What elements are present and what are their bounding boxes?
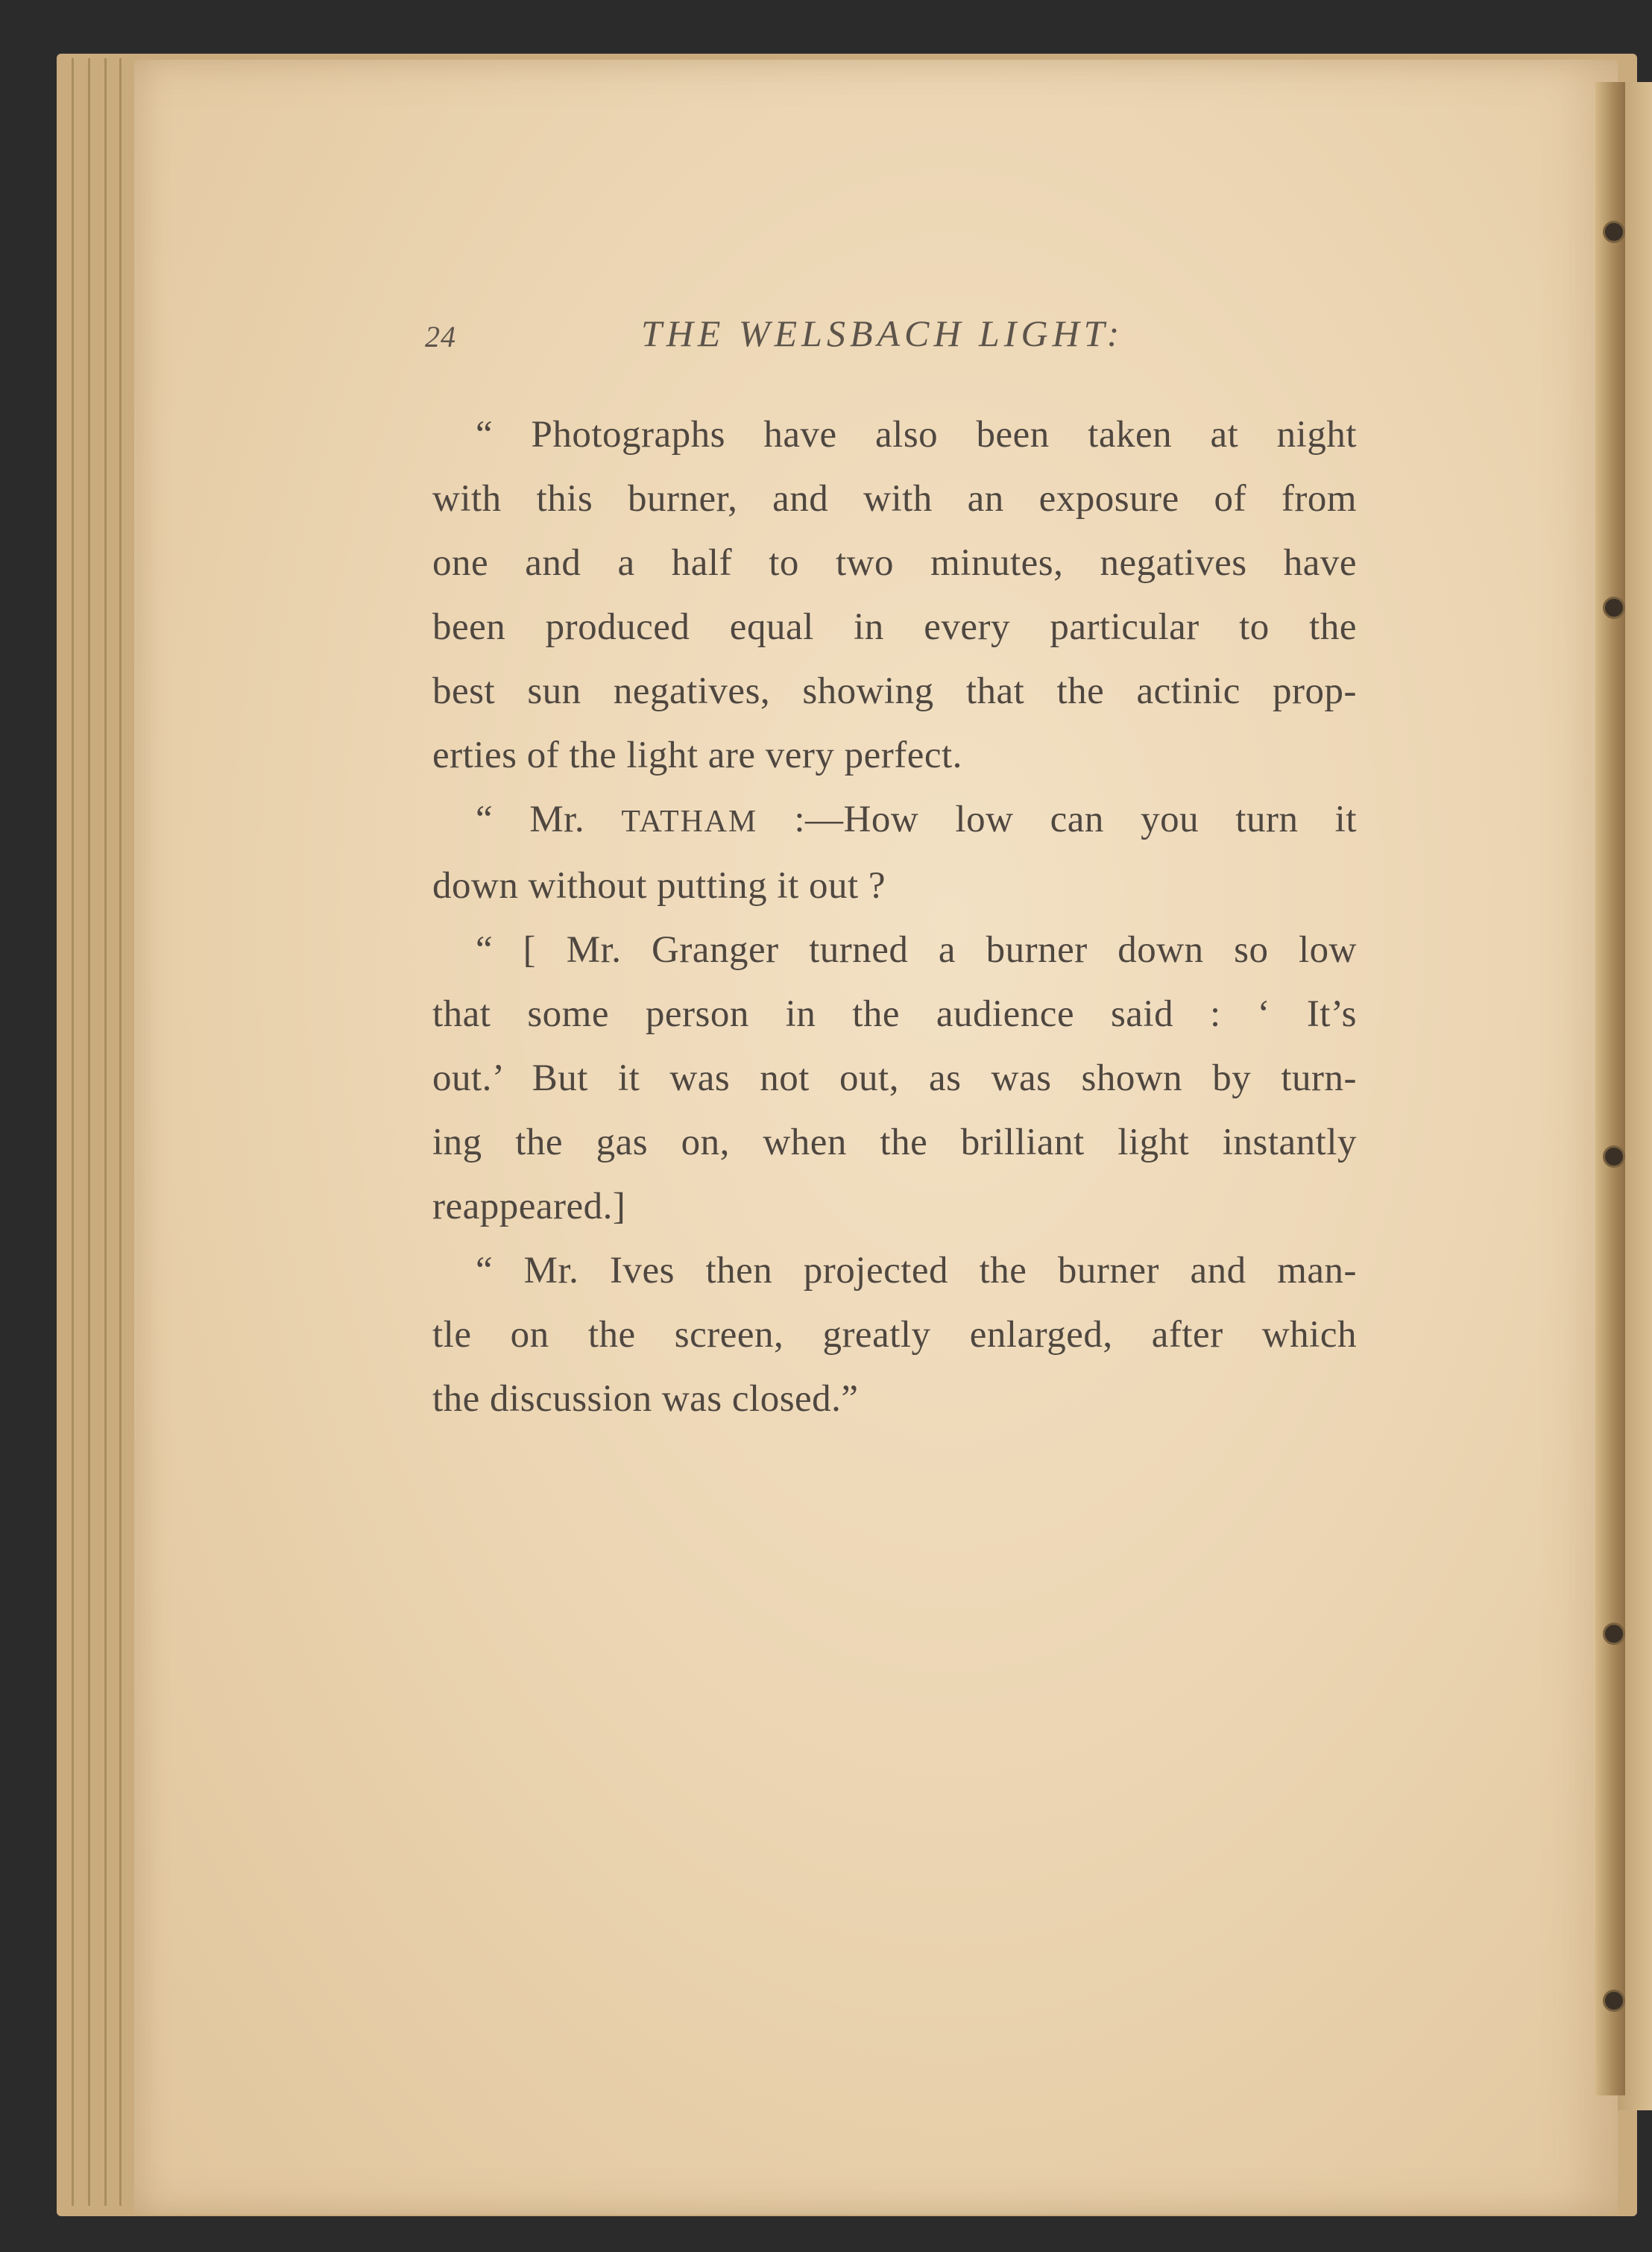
body-text xyxy=(432,403,1357,1431)
page-edge-line xyxy=(72,58,74,2206)
page-number: 24 xyxy=(425,320,456,353)
binding-stitch-icon xyxy=(1603,221,1625,243)
binding-stitch-icon xyxy=(1603,597,1625,619)
paragraph-photographs xyxy=(432,403,1357,787)
speaker-name: TATHAM xyxy=(621,805,758,839)
book-gutter xyxy=(1595,82,1625,2095)
running-header xyxy=(425,312,1506,364)
text-line xyxy=(432,787,1357,854)
text-line: “ Mr. Ives then projected the burner and man- xyxy=(476,1250,1357,1292)
paragraph-granger xyxy=(432,918,1357,1239)
paragraph-tatham xyxy=(432,787,1357,918)
page-edge-line xyxy=(88,58,90,2206)
text-line: reappeared.] xyxy=(432,1186,626,1227)
binding-stitch-icon xyxy=(1603,1145,1625,1168)
running-title: THE WELSBACH LIGHT: xyxy=(641,312,1124,354)
page-edge-line xyxy=(104,58,107,2206)
text-line: the discussion was closed.” xyxy=(432,1378,859,1420)
binding-stitch-icon xyxy=(1603,1990,1625,2012)
text-line: “ Photographs have also been taken at night xyxy=(476,414,1357,456)
text-line: ing the gas on, when the brilliant light instantly xyxy=(432,1122,1357,1163)
text-line: down without putting it out ? xyxy=(432,865,886,907)
text-line: tle on the screen, greatly enlarged, after which xyxy=(432,1314,1357,1356)
text-line: been produced equal in every particular to the xyxy=(432,606,1357,648)
paragraph-ives xyxy=(432,1239,1357,1431)
binding-stitch-icon xyxy=(1603,1623,1625,1645)
text-line: best sun negatives, showing that the actinic prop- xyxy=(432,670,1357,712)
text-line: one and a half to two minutes, negatives have xyxy=(432,542,1357,584)
text-line: with this burner, and with an exposure of from xyxy=(432,478,1357,520)
text-line: out.’ But it was not out, as was shown by turn- xyxy=(432,1057,1357,1099)
text-line: that some person in the audience said : ‘ It’s xyxy=(432,993,1357,1035)
text-line: erties of the light are very perfect. xyxy=(432,735,962,776)
text-run: “ Mr. xyxy=(476,799,622,840)
page-edge-line xyxy=(119,58,122,2206)
text-line: “ [ Mr. Granger turned a burner down so low xyxy=(476,929,1357,971)
text-run: :—How low can you turn it xyxy=(757,799,1357,840)
